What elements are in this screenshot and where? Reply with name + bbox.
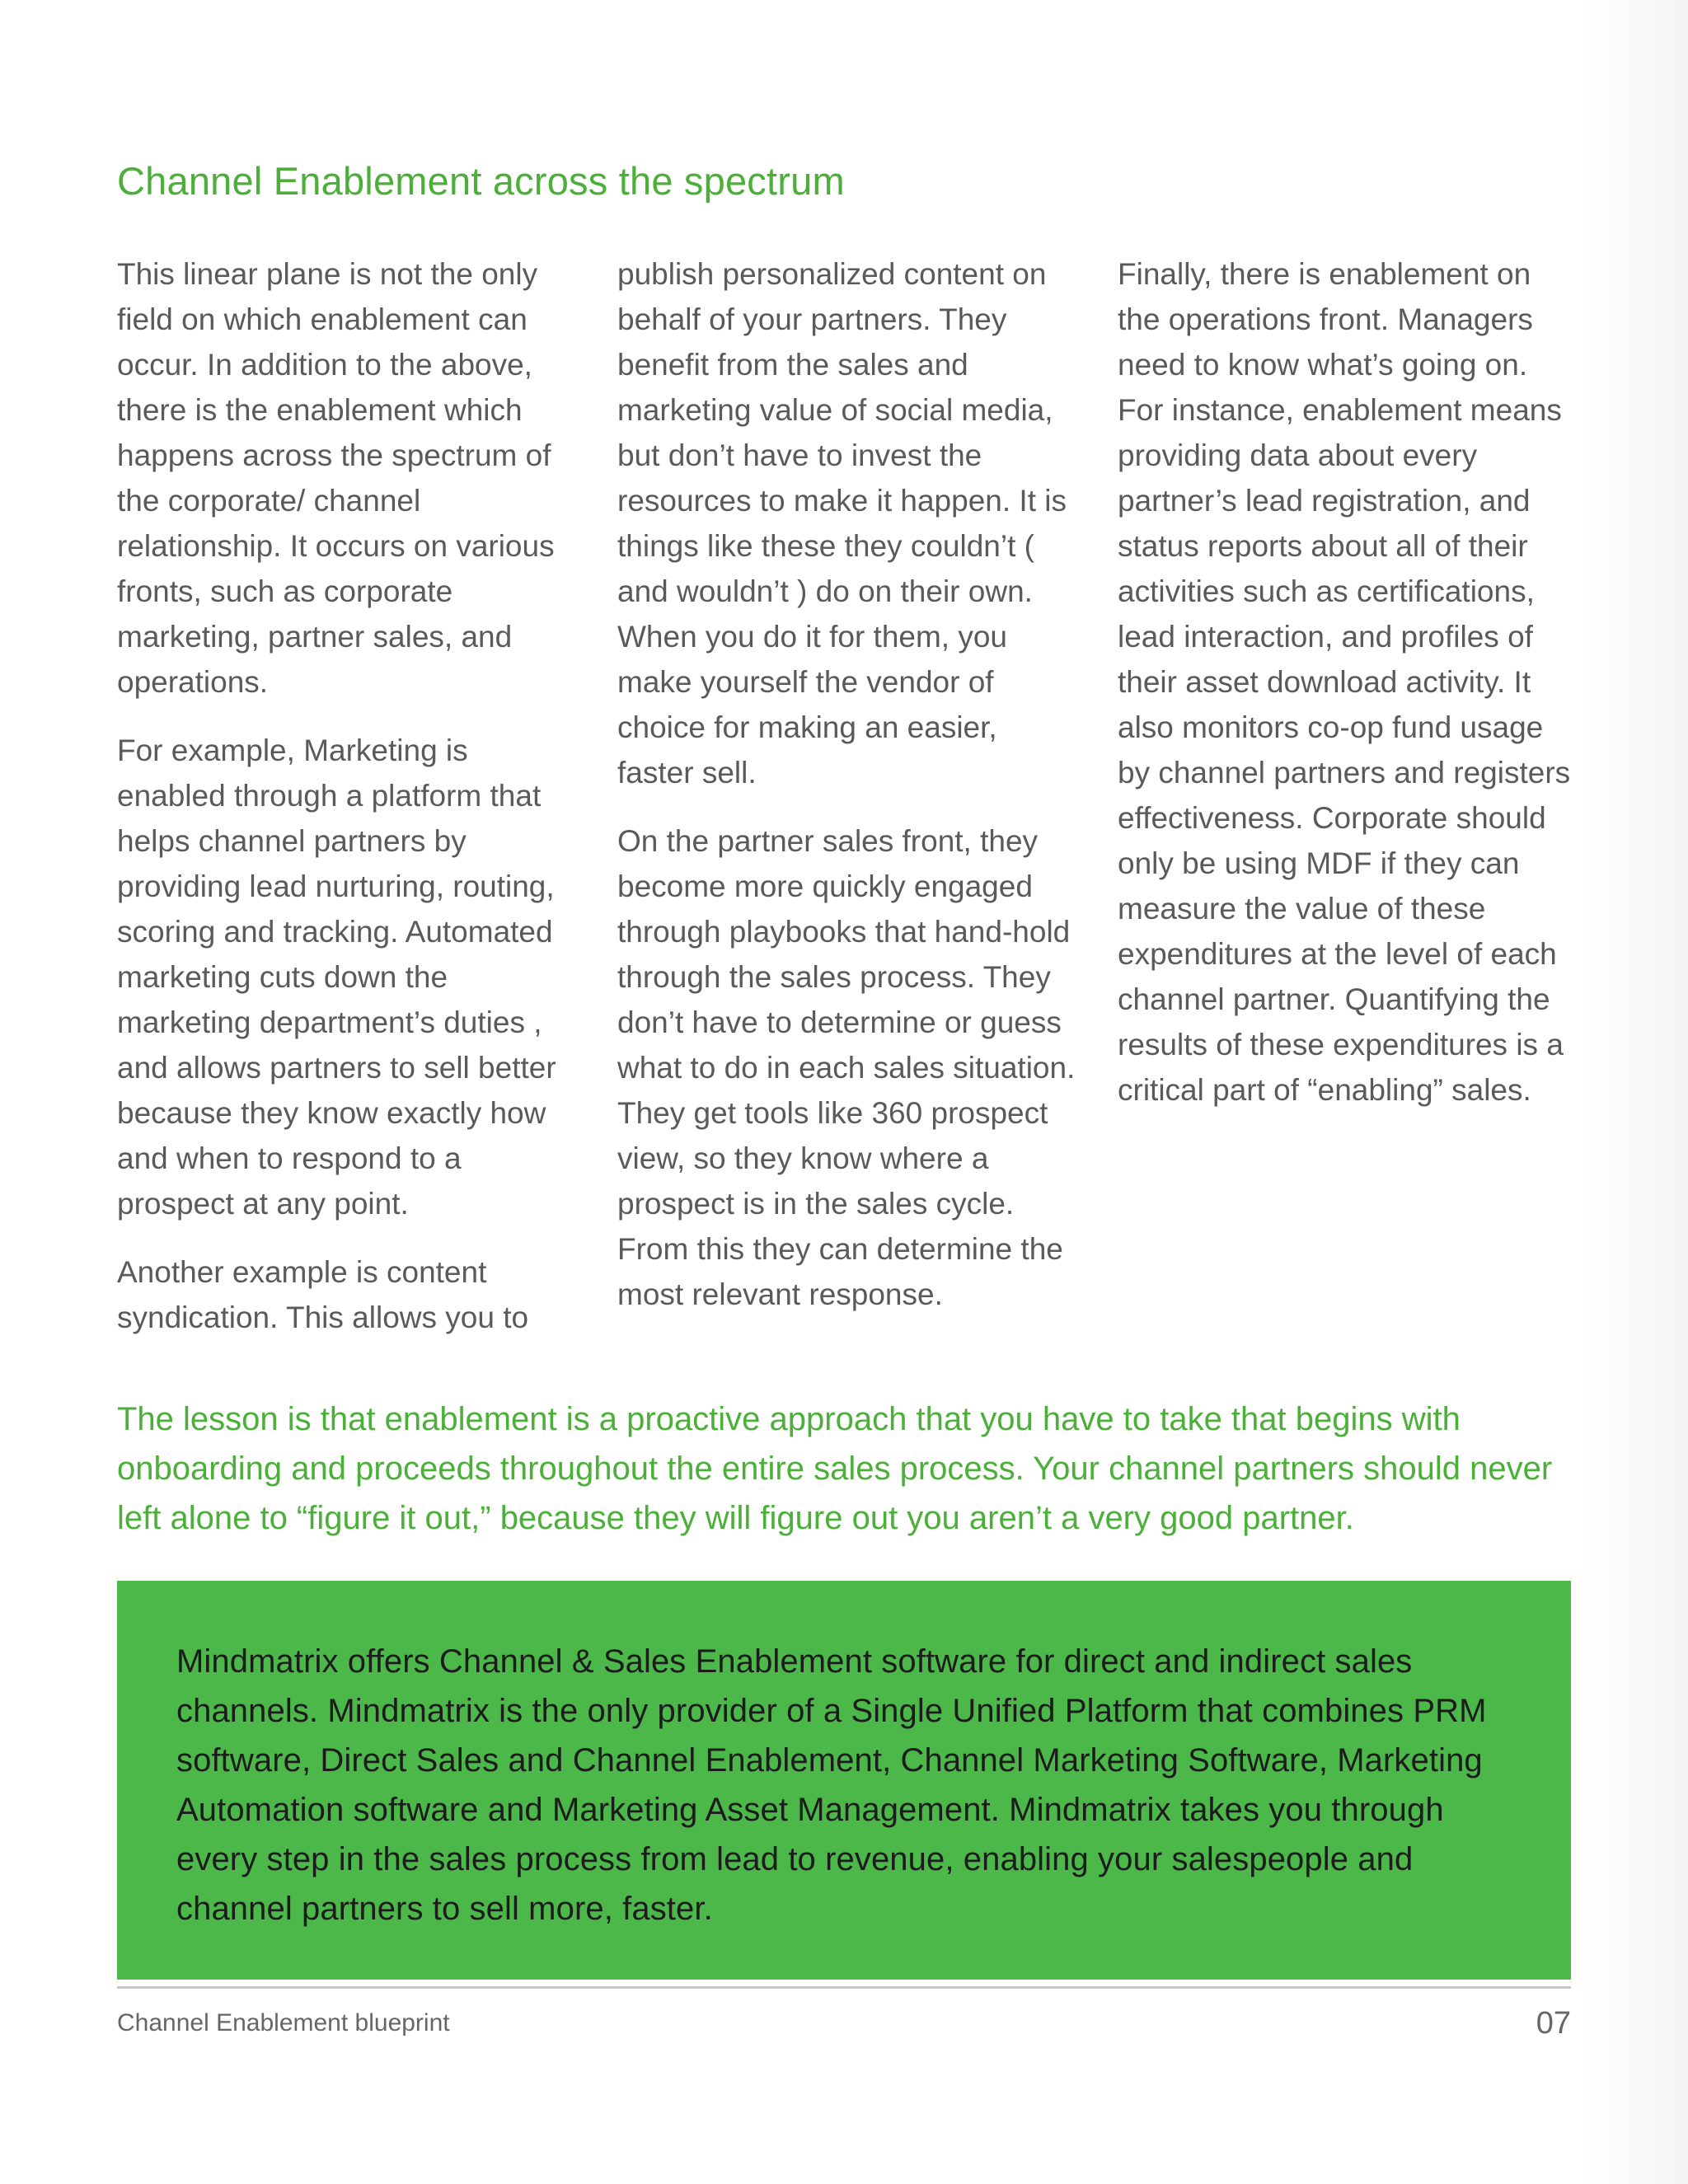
paragraph: Another example is content syndication. This allows you to: [117, 1255, 529, 1334]
text-column-3: [1118, 251, 1579, 1136]
footer-document-title: Channel Enablement blueprint: [117, 2009, 450, 2036]
paragraph: This linear plane is not the only field on which enablement can occur. In addition to the above, there is the enablement which happens across the spectrum of the corporate/ channel relationship. It occurs on various fronts, such as corporate marketing, partner sales, and operations.: [117, 257, 555, 699]
page-heading: Channel Enablement across the spectrum: [117, 159, 845, 203]
page-number: 07: [1536, 2006, 1571, 2041]
page-edge-shadow: [1581, 0, 1688, 2184]
paragraph: For example, Marketing is enabled through a platform that helps channel partners by providing lead nurturing, routing, scoring and tracking. Automated marketing cuts down the marketing department’s duties , and allows partners to sell better because they know exactly how and when to respond to a prospect at any point.: [117, 733, 556, 1221]
text-column-2: [617, 251, 1079, 1340]
paragraph: Finally, there is enablement on the operations front. Managers need to know what’s going on. For instance, enablement means providing data about every partner’s lead registration, and status reports about all of their activities such as certifications, lead interaction, and profiles of their asset download activity. It also monitors co-op fund usage by channel partners and registers effectiveness. Corporate should only be using MDF if they can measure the value of these expenditures at the level of each channel partner. Quantifying the results of these expenditures is a critical part of “enabling” sales.: [1118, 257, 1571, 1107]
footer-divider: [117, 1986, 1571, 1989]
callout-text: Mindmatrix offers Channel & Sales Enablement software for direct and indirect sales channels. Mindmatrix is the only provider of a Single Unified Platform that combines PRM software, Direct Sales and Channel Enablement, Channel Marketing Software, Marketing Automation software and Marketing Asset Management. Mindmatrix takes you through every step in the sales process from lead to revenue, enabling your salespeople and channel partners to sell more, faster.: [176, 1643, 1487, 1927]
paragraph: On the partner sales front, they become more quickly engaged through playbooks that hand-hold through the sales process. They don’t have to determine or guess what to do in each sales situation. They get tools like 360 prospect view, so they know where a prospect is in the sales cycle. From this they can determine the most relevant response.: [617, 824, 1076, 1311]
mindmatrix-callout-box: [117, 1581, 1571, 1980]
text-column-1: [117, 251, 579, 1363]
paragraph: publish personalized content on behalf of your partners. They benefit from the sales and marketing value of social media, but don’t have to invest the resources to make it happen. It is things like these they couldn’t ( and wouldn’t ) do on their own. When you do it for them, you make yourself the vendor of choice for making an easier, faster sell.: [617, 257, 1067, 790]
lesson-pull-quote: The lesson is that enablement is a proactive approach that you have to take that begins with onboarding and proceeds throughout the entire sales process. Your channel partners should never left alone to “figure it out,” because they will figure out you aren’t a very good partner.: [117, 1401, 1553, 1536]
